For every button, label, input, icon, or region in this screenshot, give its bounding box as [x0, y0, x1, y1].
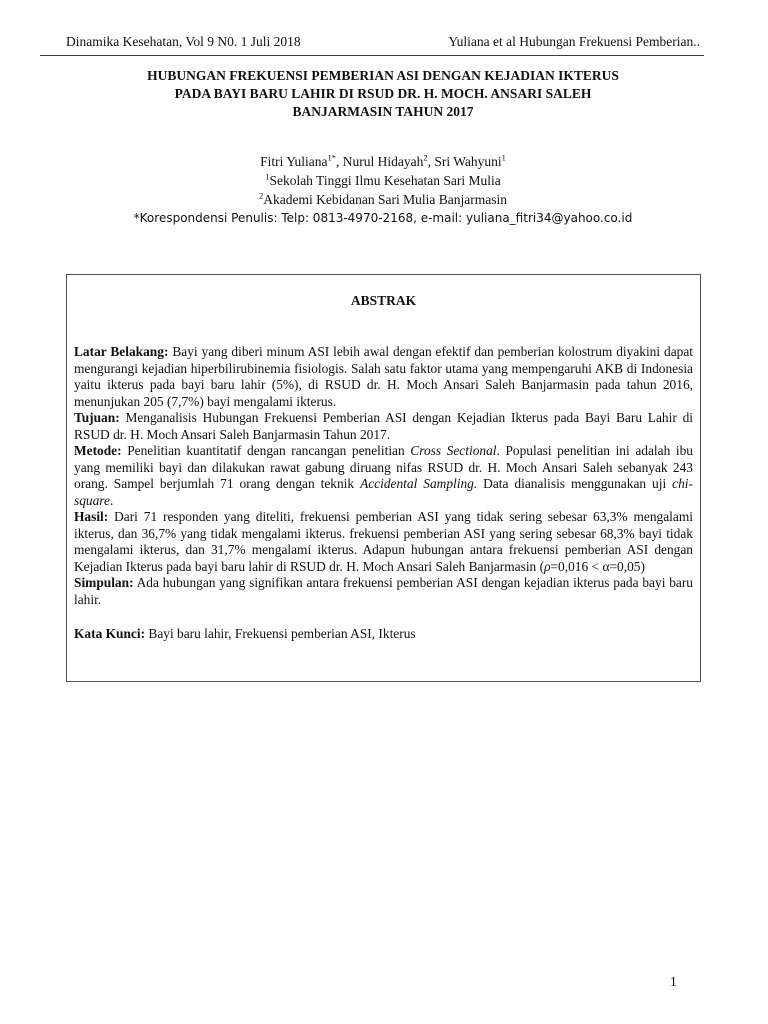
section-label: Latar Belakang:	[74, 344, 169, 359]
correspondence-line: *Korespondensi Penulis: Telp: 0813-4970-2168, e-mail: yuliana_fitri34@yahoo.co.id	[133, 211, 633, 225]
title-line: HUBUNGAN FREKUENSI PEMBERIAN ASI DENGAN KEJADIAN IKTERUS	[147, 68, 619, 83]
section-label: Kata Kunci:	[74, 626, 146, 641]
affiliation-1: $^1$Sekolah Tinggi Ilmu Kesehatan Sari Mulia	[265, 171, 501, 188]
author-superscript: 2	[423, 152, 428, 163]
author-separator: ,	[427, 154, 435, 169]
author-superscript: 1	[501, 152, 506, 163]
abstract-keywords: Kata Kunci: Bayi baru lahir, Frekuensi pemberian ASI, Ikterus	[74, 626, 416, 641]
affiliation-superscript: 2	[259, 190, 264, 201]
page-number: 1	[670, 974, 677, 989]
author-name: Sri Wahyuni	[434, 154, 502, 169]
abstract-method: Metode: Penelitian kuantitatif dengan rancangan penelitian Cross Sectional. Populasi penelitian ini adalah ibu yang memiliki bayi dan dilakukan rawat gabung diruang nifas RSUD dr. H. Moch Ansari Saleh sebanyak 243 orang. Sampel berjumlah 71 orang dengan teknik Accidental Sampling. Data dianalisis menggunakan uji chi-square.	[74, 443, 693, 508]
author-list	[66, 152, 700, 171]
abstract-heading: ABSTRAK	[350, 293, 417, 308]
author-superscript: 1*	[327, 152, 336, 163]
author-name: Fitri Yuliana	[260, 154, 328, 169]
affiliation-superscript: 1	[265, 171, 270, 182]
journal-citation: Dinamika Kesehatan, Vol 9 N0. 1 Juli 2018	[66, 34, 301, 49]
section-label: Tujuan:	[74, 410, 120, 425]
abstract-results: Hasil: Dari 71 responden yang diteliti, frekuensi pemberian ASI yang tidak sering sebesar 63,3% mengalami ikterus, dan 36,7% yang tidak mengalami ikterus. frekuensi pemberian ASI yang sering sebesar 68,3% bayi tidak mengalami ikterus, dan 31,7% mengalami ikterus. Adapun hubungan antara frekuensi pemberian ASI dengan Kejadian Ikterus pada bayi baru lahir di RSUD dr. H. Moch Ansari Saleh Banjarmasin (ρ=0,016 < α=0,05)	[74, 509, 693, 574]
author-block	[66, 152, 700, 228]
author-separator: ,	[335, 154, 343, 169]
section-label: Hasil:	[74, 509, 109, 524]
paper-title	[66, 67, 700, 121]
alpha-symbol: α	[602, 558, 610, 574]
author-name: Nurul Hidayah	[342, 154, 424, 169]
title-line: BANJARMASIN TAHUN 2017	[292, 104, 474, 119]
section-label: Metode:	[74, 443, 122, 458]
section-label: Simpulan:	[74, 575, 134, 590]
rho-symbol: ρ	[544, 558, 551, 574]
abstract-conclusion: Simpulan: Ada hubungan yang signifikan antara frekuensi pemberian ASI dengan kejadian ikterus pada bayi baru lahir.	[74, 575, 693, 607]
abstract-box	[66, 274, 701, 682]
abstract-background: Latar Belakang: Bayi yang diberi minum ASI lebih awal dengan efektif dan pemberian kolostrum diyakini dapat mengurangi kejadian hiperbilirubinemia fisiologis. Salah satu faktor utama yang mempengaruhi AKB di Indonesia yaitu ikterus pada bayi baru lahir (5%), di RSUD dr. H. Moch Ansari Saleh Banjarmasin pada tahun 2016, menunjukan 205 (7,7%) bayi mengalami ikterus.	[74, 344, 693, 409]
affiliation-2: $^2$Akademi Kebidanan Sari Mulia Banjarmasin	[259, 190, 507, 207]
abstract-objective: Tujuan: Menganalisis Hubungan Frekuensi Pemberian ASI dengan Kejadian Ikterus pada Bayi Baru Lahir di RSUD dr. H. Moch Ansari Saleh Banjarmasin Tahun 2017.	[74, 410, 693, 442]
abstract-body	[74, 344, 693, 643]
header-rule	[40, 55, 704, 56]
title-line: PADA BAYI BARU LAHIR DI RSUD DR. H. MOCH. ANSARI SALEH	[174, 86, 592, 101]
running-header	[66, 34, 700, 54]
running-title: Yuliana et al Hubungan Frekuensi Pemberian..	[448, 34, 700, 49]
